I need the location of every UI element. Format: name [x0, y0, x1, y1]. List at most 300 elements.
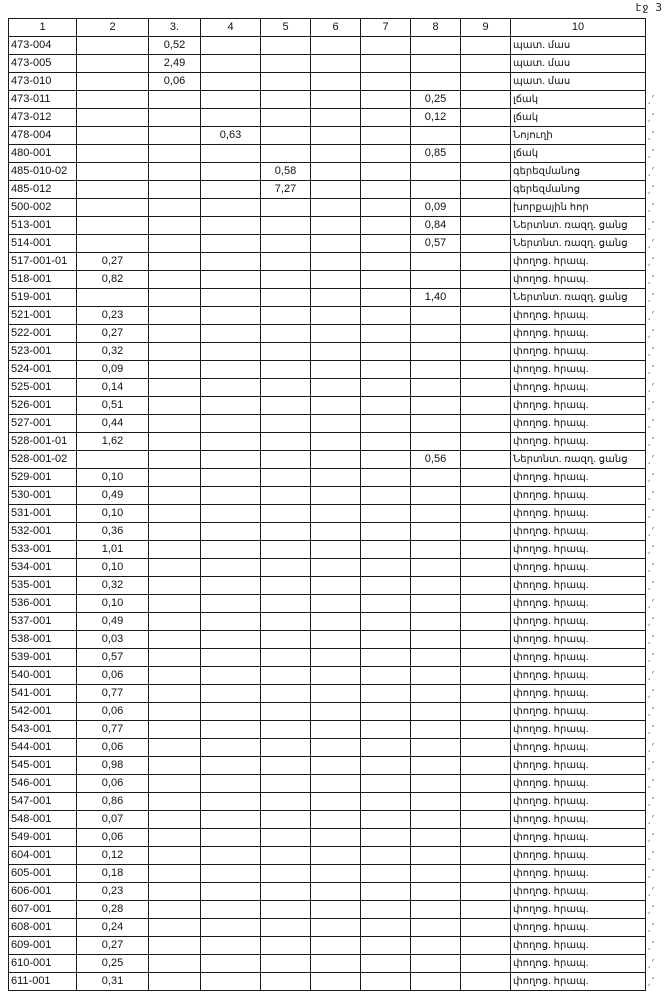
cell-value-col-2 [77, 37, 149, 55]
cell-value-col-6 [311, 289, 361, 307]
table-row [9, 145, 646, 163]
cell-value-col-9 [461, 145, 511, 163]
margin-tick-mark: ˛’ [647, 490, 655, 501]
cell-value-col-5 [261, 271, 311, 289]
table-row [9, 91, 646, 109]
cell-parcel-code: 525-001 [9, 379, 77, 397]
cell-value-col-7 [361, 865, 411, 883]
cell-value-col-8 [411, 163, 461, 181]
cell-parcel-code: 523-001 [9, 343, 77, 361]
cell-land-use-type: փողոց. հրապ. [511, 487, 646, 505]
table-row [9, 361, 646, 379]
cell-value-col-9 [461, 919, 511, 937]
cell-value-col-4 [201, 415, 261, 433]
cell-value-col-2: 0,57 [77, 649, 149, 667]
cell-value-col-8 [411, 415, 461, 433]
cell-parcel-code: 521-001 [9, 307, 77, 325]
margin-tick-mark: ˛’ [647, 544, 655, 555]
cell-value-col-8: 0,09 [411, 199, 461, 217]
cell-value-col-8 [411, 55, 461, 73]
margin-tick-mark: ˛’ [647, 652, 655, 663]
cell-value-col-5 [261, 307, 311, 325]
cell-value-col-9 [461, 829, 511, 847]
cell-value-col-2: 0,27 [77, 253, 149, 271]
cell-value-col-9 [461, 163, 511, 181]
cell-value-col-5 [261, 973, 311, 991]
cell-value-col-6 [311, 559, 361, 577]
cell-land-use-type: լճակ [511, 91, 646, 109]
cell-value-col-7 [361, 181, 411, 199]
cell-value-col-8 [411, 361, 461, 379]
cell-value-col-8 [411, 847, 461, 865]
cell-land-use-type: փողոց. հրապ. [511, 685, 646, 703]
cell-value-col-9 [461, 37, 511, 55]
margin-tick-mark: ˛’ [647, 472, 655, 483]
cell-value-col-5 [261, 289, 311, 307]
cell-value-col-2 [77, 73, 149, 91]
cell-land-use-type: լճակ [511, 145, 646, 163]
table-row [9, 289, 646, 307]
cell-value-col-3 [149, 145, 201, 163]
cell-value-col-9 [461, 775, 511, 793]
cell-value-col-6 [311, 91, 361, 109]
cell-value-col-7 [361, 811, 411, 829]
cell-value-col-4 [201, 253, 261, 271]
cell-value-col-8: 0,12 [411, 109, 461, 127]
cell-value-col-5 [261, 361, 311, 379]
cell-parcel-code: 542-001 [9, 703, 77, 721]
cell-land-use-type: Նոյուղի [511, 127, 646, 145]
cell-parcel-code: 514-001 [9, 235, 77, 253]
cell-value-col-6 [311, 937, 361, 955]
table-row [9, 271, 646, 289]
cell-value-col-5 [261, 91, 311, 109]
cell-value-col-9 [461, 865, 511, 883]
cell-value-col-6 [311, 811, 361, 829]
cell-value-col-2 [77, 199, 149, 217]
cell-value-col-7 [361, 145, 411, 163]
cell-value-col-5 [261, 793, 311, 811]
cell-value-col-3: 0,06 [149, 73, 201, 91]
cell-parcel-code: 517-001-01 [9, 253, 77, 271]
margin-tick-mark: ˛’ [647, 706, 655, 717]
cell-value-col-8 [411, 559, 461, 577]
column-header-4: 4 [201, 19, 261, 37]
column-header-8: 8 [411, 19, 461, 37]
cell-value-col-3 [149, 703, 201, 721]
cell-value-col-6 [311, 883, 361, 901]
cell-value-col-6 [311, 127, 361, 145]
cell-value-col-2 [77, 217, 149, 235]
margin-tick-mark: ˛’ [647, 256, 655, 267]
table-row [9, 829, 646, 847]
cell-parcel-code: 526-001 [9, 397, 77, 415]
cell-value-col-7 [361, 253, 411, 271]
cell-parcel-code: 544-001 [9, 739, 77, 757]
cell-value-col-4 [201, 775, 261, 793]
cell-land-use-type: փողոց. հրապ. [511, 505, 646, 523]
cell-value-col-7 [361, 109, 411, 127]
cell-value-col-3 [149, 271, 201, 289]
margin-tick-mark: ˛’ [647, 778, 655, 789]
margin-tick-mark: ˛’ [647, 868, 655, 879]
cell-value-col-4 [201, 541, 261, 559]
cell-value-col-6 [311, 685, 361, 703]
cell-value-col-8 [411, 325, 461, 343]
table-row [9, 55, 646, 73]
cell-value-col-7 [361, 37, 411, 55]
cell-parcel-code: 610-001 [9, 955, 77, 973]
margin-tick-mark: ˛’ [647, 958, 655, 969]
cell-land-use-type: փողոց. հրապ. [511, 919, 646, 937]
cell-value-col-7 [361, 631, 411, 649]
margin-tick-mark: ˛’ [647, 976, 655, 987]
cell-land-use-type: փողոց. հրապ. [511, 739, 646, 757]
cell-parcel-code: 527-001 [9, 415, 77, 433]
cell-value-col-2: 0,09 [77, 361, 149, 379]
cell-value-col-8 [411, 73, 461, 91]
table-body [9, 37, 646, 991]
table-row [9, 793, 646, 811]
cell-value-col-4 [201, 523, 261, 541]
cell-value-col-9 [461, 631, 511, 649]
cell-value-col-9 [461, 559, 511, 577]
cell-land-use-type: փողոց. հրապ. [511, 469, 646, 487]
cell-value-col-6 [311, 793, 361, 811]
cell-value-col-2: 0,98 [77, 757, 149, 775]
table-row [9, 919, 646, 937]
cell-parcel-code: 519-001 [9, 289, 77, 307]
cell-parcel-code: 518-001 [9, 271, 77, 289]
cell-value-col-3 [149, 613, 201, 631]
margin-tick-mark: ˛’ [647, 670, 655, 681]
column-header-3: 3. [149, 19, 201, 37]
cell-value-col-9 [461, 721, 511, 739]
cell-value-col-6 [311, 145, 361, 163]
cell-value-col-2: 0,10 [77, 505, 149, 523]
cell-value-col-4 [201, 685, 261, 703]
cell-land-use-type: փողոց. հրապ. [511, 649, 646, 667]
margin-tick-mark: ˛’ [647, 400, 655, 411]
cell-parcel-code: 530-001 [9, 487, 77, 505]
cell-value-col-8 [411, 127, 461, 145]
cell-value-col-4 [201, 199, 261, 217]
cell-value-col-5 [261, 73, 311, 91]
margin-tick-mark: ˛’ [647, 904, 655, 915]
cell-value-col-9 [461, 847, 511, 865]
cell-value-col-5 [261, 865, 311, 883]
cell-value-col-4 [201, 973, 261, 991]
cell-value-col-5 [261, 757, 311, 775]
cell-land-use-type: փողոց. հրապ. [511, 595, 646, 613]
cell-value-col-2: 0,44 [77, 415, 149, 433]
cell-land-use-type: փողոց. հրապ. [511, 325, 646, 343]
cell-value-col-4 [201, 379, 261, 397]
cell-value-col-6 [311, 73, 361, 91]
cell-value-col-8 [411, 397, 461, 415]
page-number-label: էջ 3 [635, 1, 662, 14]
cell-value-col-8: 0,25 [411, 91, 461, 109]
cell-value-col-4 [201, 901, 261, 919]
table-row [9, 739, 646, 757]
cell-value-col-3 [149, 469, 201, 487]
cell-value-col-3 [149, 289, 201, 307]
cell-value-col-2: 0,23 [77, 883, 149, 901]
column-header-6: 6 [311, 19, 361, 37]
cell-value-col-5 [261, 577, 311, 595]
cell-value-col-4 [201, 757, 261, 775]
cell-value-col-9 [461, 109, 511, 127]
cell-value-col-8 [411, 667, 461, 685]
cell-value-col-3 [149, 163, 201, 181]
cell-value-col-9 [461, 361, 511, 379]
cell-value-col-8 [411, 775, 461, 793]
cell-value-col-7 [361, 883, 411, 901]
cell-value-col-7 [361, 91, 411, 109]
cell-land-use-type: պատ. մաս [511, 37, 646, 55]
margin-tick-mark: ˛’ [647, 580, 655, 591]
table-row [9, 901, 646, 919]
cell-value-col-7 [361, 685, 411, 703]
cell-value-col-2: 1,62 [77, 433, 149, 451]
margin-tick-mark: ˛’ [647, 382, 655, 393]
cell-value-col-3 [149, 415, 201, 433]
cell-value-col-9 [461, 433, 511, 451]
cell-value-col-7 [361, 829, 411, 847]
column-header-5: 5 [261, 19, 311, 37]
cell-land-use-type: փողոց. հրապ. [511, 847, 646, 865]
cell-value-col-5 [261, 541, 311, 559]
cell-value-col-6 [311, 505, 361, 523]
cell-value-col-5 [261, 613, 311, 631]
cell-value-col-4 [201, 829, 261, 847]
cell-value-col-3 [149, 685, 201, 703]
cell-value-col-8 [411, 541, 461, 559]
margin-tick-mark: ˛’ [647, 922, 655, 933]
cell-value-col-7 [361, 721, 411, 739]
cell-value-col-7 [361, 955, 411, 973]
cell-value-col-8 [411, 685, 461, 703]
cell-land-use-type: փողոց. հրապ. [511, 721, 646, 739]
cell-parcel-code: 546-001 [9, 775, 77, 793]
cell-value-col-3 [149, 811, 201, 829]
cell-value-col-9 [461, 793, 511, 811]
cell-parcel-code: 478-004 [9, 127, 77, 145]
cell-land-use-type: փողոց. հրապ. [511, 271, 646, 289]
cell-value-col-9 [461, 667, 511, 685]
cell-value-col-4 [201, 649, 261, 667]
cell-value-col-7 [361, 739, 411, 757]
cell-value-col-5 [261, 649, 311, 667]
cell-land-use-type: փողոց. հրապ. [511, 811, 646, 829]
cell-value-col-9 [461, 199, 511, 217]
cell-value-col-5 [261, 145, 311, 163]
cell-value-col-8 [411, 271, 461, 289]
cell-value-col-2: 0,24 [77, 919, 149, 937]
cell-value-col-4 [201, 847, 261, 865]
table-row [9, 757, 646, 775]
cell-value-col-3 [149, 217, 201, 235]
cell-parcel-code: 528-001-02 [9, 451, 77, 469]
cell-value-col-2: 0,10 [77, 559, 149, 577]
cell-value-col-8 [411, 523, 461, 541]
cell-parcel-code: 473-005 [9, 55, 77, 73]
cell-value-col-5 [261, 721, 311, 739]
cell-value-col-7 [361, 775, 411, 793]
table-row [9, 163, 646, 181]
cell-value-col-3 [149, 397, 201, 415]
cell-value-col-3 [149, 109, 201, 127]
cell-value-col-3 [149, 667, 201, 685]
cell-value-col-3 [149, 325, 201, 343]
cell-value-col-3 [149, 793, 201, 811]
cell-value-col-5 [261, 901, 311, 919]
cell-value-col-5 [261, 55, 311, 73]
cell-value-col-7 [361, 577, 411, 595]
table-row [9, 343, 646, 361]
cell-value-col-3 [149, 523, 201, 541]
cell-value-col-5 [261, 37, 311, 55]
cell-value-col-5 [261, 325, 311, 343]
margin-tick-mark: ˛’ [647, 742, 655, 753]
cell-value-col-9 [461, 757, 511, 775]
cell-value-col-5 [261, 955, 311, 973]
cell-value-col-8 [411, 631, 461, 649]
cell-value-col-5 [261, 451, 311, 469]
margin-tick-mark: ˛’ [647, 508, 655, 519]
cell-parcel-code: 536-001 [9, 595, 77, 613]
cell-parcel-code: 473-011 [9, 91, 77, 109]
cell-parcel-code: 528-001-01 [9, 433, 77, 451]
cell-land-use-type: Ներտնտ. ռազղ. ցանց [511, 235, 646, 253]
cell-value-col-9 [461, 127, 511, 145]
cell-value-col-9 [461, 325, 511, 343]
cell-value-col-2: 0,12 [77, 847, 149, 865]
table-row [9, 667, 646, 685]
cell-value-col-5 [261, 199, 311, 217]
cell-value-col-2: 0,77 [77, 721, 149, 739]
cell-value-col-7 [361, 235, 411, 253]
cell-value-col-8: 0,85 [411, 145, 461, 163]
cell-value-col-3 [149, 181, 201, 199]
cell-parcel-code: 531-001 [9, 505, 77, 523]
table-row [9, 73, 646, 91]
margin-tick-mark: ˛’ [647, 562, 655, 573]
cell-value-col-4 [201, 883, 261, 901]
cell-value-col-5 [261, 685, 311, 703]
cell-value-col-4 [201, 937, 261, 955]
cell-value-col-2: 0,28 [77, 901, 149, 919]
cell-value-col-5 [261, 379, 311, 397]
cell-value-col-4 [201, 91, 261, 109]
margin-tick-mark: ˛’ [647, 346, 655, 357]
cell-value-col-4 [201, 271, 261, 289]
margin-tick-mark: ˛’ [647, 832, 655, 843]
margin-tick-mark: ˛’ [647, 112, 655, 123]
table-row [9, 451, 646, 469]
cell-value-col-7 [361, 451, 411, 469]
cell-value-col-3 [149, 577, 201, 595]
cell-value-col-6 [311, 163, 361, 181]
cell-value-col-7 [361, 973, 411, 991]
cell-parcel-code: 485-010-02 [9, 163, 77, 181]
cell-value-col-3 [149, 91, 201, 109]
cell-value-col-3 [149, 847, 201, 865]
cell-value-col-5 [261, 919, 311, 937]
cell-value-col-9 [461, 271, 511, 289]
cell-land-use-type: փողոց. հրապ. [511, 631, 646, 649]
cell-value-col-3 [149, 253, 201, 271]
cell-value-col-2: 0,32 [77, 343, 149, 361]
cell-value-col-5 [261, 235, 311, 253]
cell-value-col-7 [361, 163, 411, 181]
cell-value-col-7 [361, 379, 411, 397]
cell-value-col-8 [411, 937, 461, 955]
cell-land-use-type: լճակ [511, 109, 646, 127]
cell-value-col-7 [361, 271, 411, 289]
cell-value-col-7 [361, 307, 411, 325]
table-row [9, 541, 646, 559]
table-row [9, 37, 646, 55]
cell-value-col-2: 0,31 [77, 973, 149, 991]
table-row [9, 721, 646, 739]
cell-value-col-7 [361, 649, 411, 667]
cell-value-col-8 [411, 181, 461, 199]
cell-value-col-3 [149, 919, 201, 937]
table-row [9, 253, 646, 271]
cell-value-col-5 [261, 829, 311, 847]
cell-value-col-4 [201, 73, 261, 91]
cell-value-col-9 [461, 577, 511, 595]
cell-parcel-code: 608-001 [9, 919, 77, 937]
cell-value-col-4 [201, 181, 261, 199]
margin-tick-mark: ˛’ [647, 166, 655, 177]
cell-value-col-6 [311, 721, 361, 739]
cell-parcel-code: 541-001 [9, 685, 77, 703]
cell-value-col-3 [149, 739, 201, 757]
cell-value-col-4 [201, 397, 261, 415]
cell-parcel-code: 547-001 [9, 793, 77, 811]
cell-value-col-7 [361, 541, 411, 559]
cell-value-col-6 [311, 541, 361, 559]
cell-land-use-type: փողոց. հրապ. [511, 433, 646, 451]
cell-value-col-5 [261, 631, 311, 649]
cell-value-col-2 [77, 289, 149, 307]
cell-value-col-3 [149, 757, 201, 775]
column-header-7: 7 [361, 19, 411, 37]
margin-tick-mark: ˛’ [647, 760, 655, 771]
table-row [9, 433, 646, 451]
cell-value-col-3 [149, 307, 201, 325]
cell-land-use-type: փողոց. հրապ. [511, 541, 646, 559]
cell-value-col-5 [261, 883, 311, 901]
cell-value-col-4 [201, 631, 261, 649]
cell-value-col-4 [201, 469, 261, 487]
cell-value-col-7 [361, 325, 411, 343]
cell-value-col-4 [201, 487, 261, 505]
cell-value-col-4 [201, 217, 261, 235]
cell-value-col-3 [149, 559, 201, 577]
cell-value-col-8 [411, 793, 461, 811]
cell-value-col-6 [311, 181, 361, 199]
cell-parcel-code: 532-001 [9, 523, 77, 541]
margin-tick-mark: ˛’ [647, 328, 655, 339]
cell-value-col-2 [77, 91, 149, 109]
cell-value-col-3: 0,52 [149, 37, 201, 55]
cell-value-col-4 [201, 109, 261, 127]
margin-tick-mark: ˛’ [647, 184, 655, 195]
table-row [9, 775, 646, 793]
